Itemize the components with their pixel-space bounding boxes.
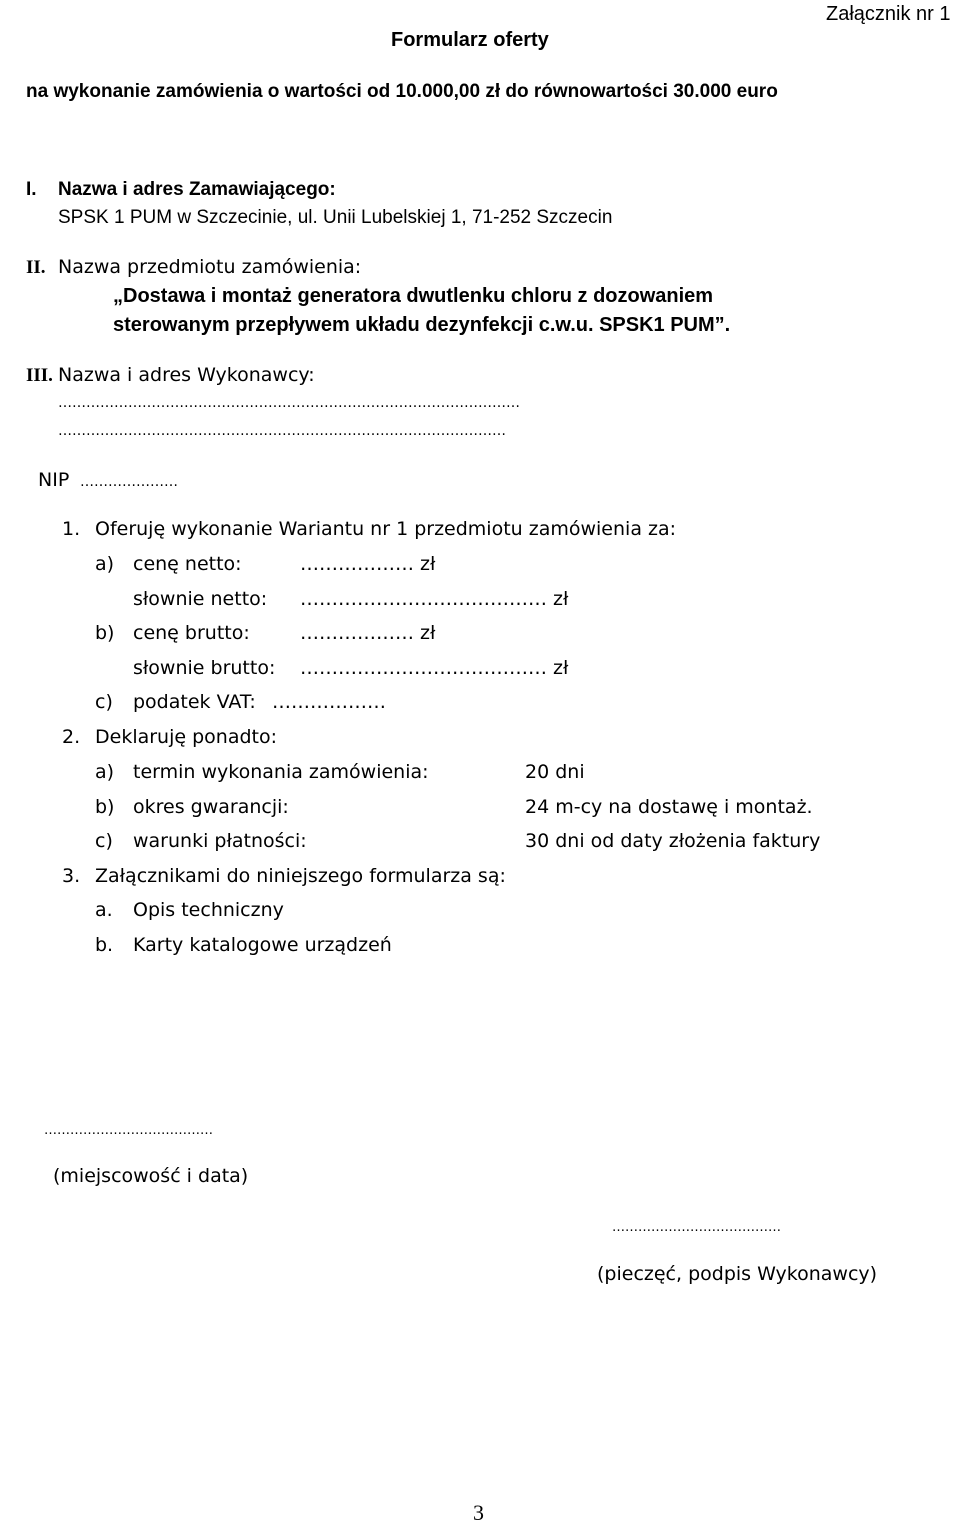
gross-words-field[interactable]: ………………………………… zł [300,657,569,679]
payment-terms-value: 30 dni od daty złożenia faktury [525,830,821,852]
page-number: 3 [473,1500,484,1525]
vat-field[interactable]: ……………… [272,691,386,713]
declare-a-letter: a) [95,761,115,783]
warranty-value: 24 m-cy na dostawę i montaż. [525,796,813,818]
net-price-label: cenę netto: [133,553,242,575]
signature-field[interactable]: ………………………………… [612,1220,781,1235]
declare-c-letter: c) [95,830,113,852]
section-3-number: III. [26,365,53,386]
vat-label: podatek VAT: [133,691,256,713]
net-price-field[interactable]: ……………… zł [300,553,436,575]
declare-b-letter: b) [95,796,115,818]
section-3-label: Nazwa i adres Wykonawcy: [58,364,315,386]
section-1-label: Nazwa i adres Zamawiającego: [58,179,336,200]
nip-field[interactable]: ………………… [80,474,178,490]
gross-price-label: cenę brutto: [133,622,250,644]
completion-term-label: termin wykonania zamówienia: [133,761,429,783]
place-date-field[interactable]: ………………………………… [44,1123,213,1138]
offer-a-letter: a) [95,553,115,575]
form-title: Formularz oferty [391,29,549,51]
section-2-number: II. [26,257,46,278]
form-subtitle: na wykonanie zamówienia o wartości od 10.000,00 zł do równowartości 30.000 euro [26,81,778,102]
offer-b-letter: b) [95,622,115,644]
contractor-line-2[interactable]: …………………………………………………………………………………… [58,423,506,439]
signature-label: (pieczęć, podpis Wykonawcy) [597,1263,878,1285]
gross-words-label: słownie brutto: [133,657,276,679]
offer-text: Oferuję wykonanie Wariantu nr 1 przedmiotu zamówienia za: [95,518,677,540]
nip-label: NIP [38,469,70,491]
attachment-b-letter: b. [95,934,114,956]
declare-text: Deklaruję ponadto: [95,726,278,748]
attachment-a-label: Opis techniczny [133,899,284,921]
contractor-line-1[interactable]: ……………………………………………………………………………………… [58,395,520,411]
offer-number: 1. [62,518,81,540]
attachment-b-label: Karty katalogowe urządzeń [133,934,392,956]
net-words-label: słownie netto: [133,588,268,610]
order-subject-line-1: „Dostawa i montaż generatora dwutlenku chloru z dozowaniem [113,285,714,307]
section-2-label: Nazwa przedmiotu zamówienia: [58,256,362,278]
offer-c-letter: c) [95,691,113,713]
order-subject-line-2: sterowanym przepływem układu dezynfekcji c.w.u. SPSK1 PUM”. [113,314,731,336]
attachment-a-letter: a. [95,899,113,921]
declare-number: 2. [62,726,81,748]
net-words-field[interactable]: ………………………………… zł [300,588,569,610]
attachment-label: Załącznik nr 1 [826,3,951,25]
gross-price-field[interactable]: ……………… zł [300,622,436,644]
section-1-number: I. [26,179,37,200]
attachments-text: Załącznikami do niniejszego formularza są: [95,865,506,887]
payment-terms-label: warunki płatności: [133,830,307,852]
completion-term-value: 20 dni [525,761,585,783]
warranty-label: okres gwarancji: [133,796,289,818]
attachments-number: 3. [62,865,81,887]
place-date-label: (miejscowość i data) [53,1165,249,1187]
section-1-value: SPSK 1 PUM w Szczecinie, ul. Unii Lubelskiej 1, 71-252 Szczecin [58,207,613,228]
